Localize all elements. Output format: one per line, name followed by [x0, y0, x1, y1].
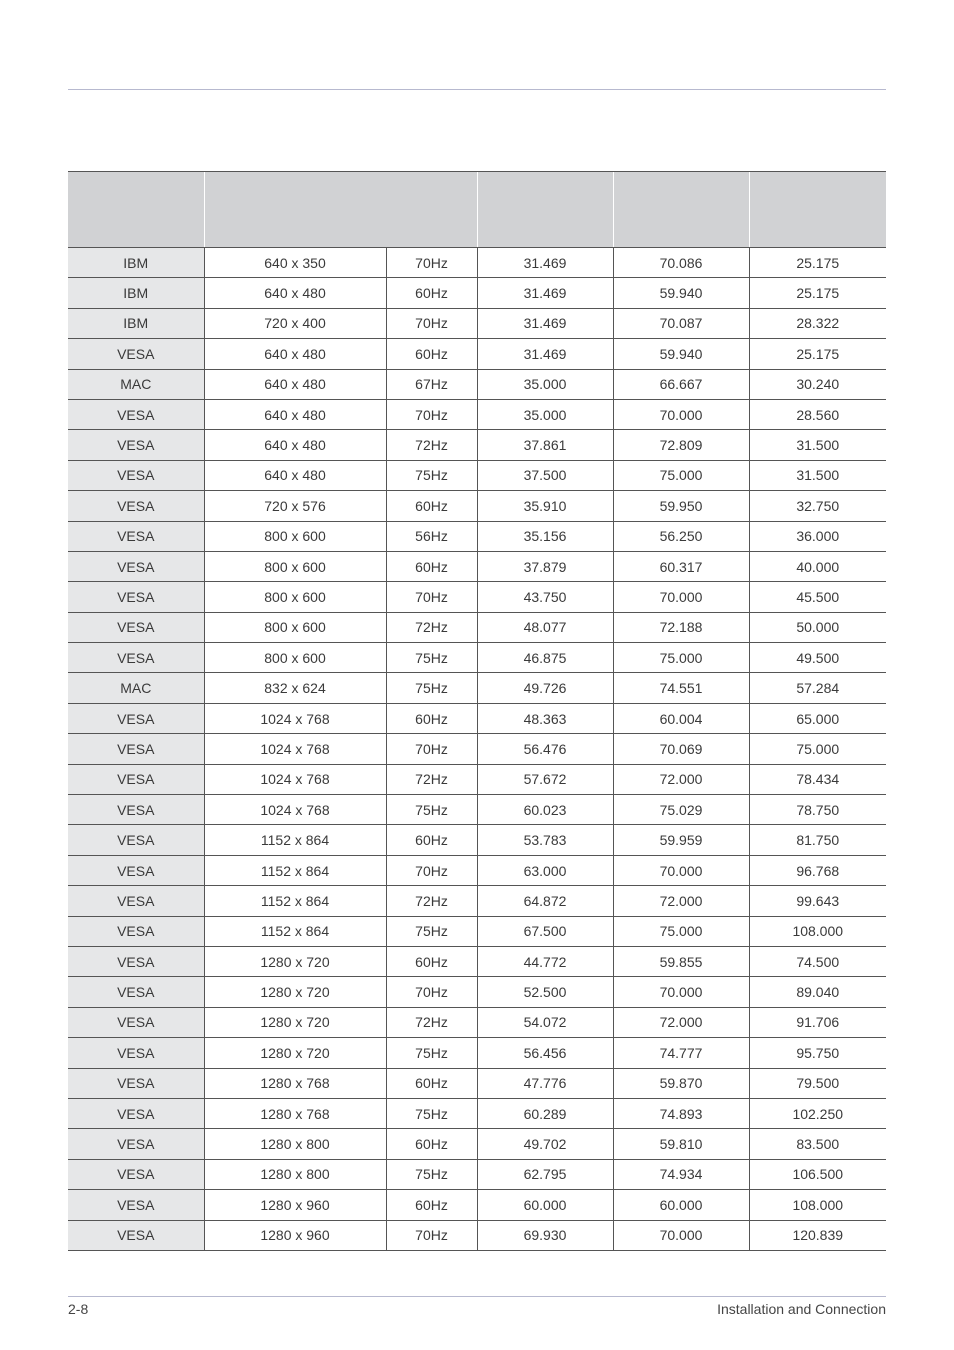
cell-refresh: 72Hz: [386, 764, 477, 794]
cell-resolution: 640 x 480: [204, 278, 386, 308]
cell-vertical-hz: 75.000: [613, 916, 749, 946]
cell-vertical-hz: 59.855: [613, 946, 749, 976]
cell-standard: VESA: [68, 582, 204, 612]
cell-vertical-hz: 74.777: [613, 1038, 749, 1068]
cell-horizontal-khz: 60.023: [477, 795, 613, 825]
cell-pixel-clock-mhz: 65.000: [749, 703, 886, 733]
cell-resolution: 1280 x 720: [204, 1007, 386, 1037]
cell-refresh: 75Hz: [386, 460, 477, 490]
cell-pixel-clock-mhz: 28.560: [749, 399, 886, 429]
cell-refresh: 75Hz: [386, 795, 477, 825]
cell-pixel-clock-mhz: 91.706: [749, 1007, 886, 1037]
cell-horizontal-khz: 31.469: [477, 248, 613, 278]
table-row: [68, 399, 886, 429]
cell-vertical-hz: 74.893: [613, 1098, 749, 1128]
cell-resolution: 720 x 576: [204, 491, 386, 521]
cell-pixel-clock-mhz: 57.284: [749, 673, 886, 703]
cell-standard: VESA: [68, 946, 204, 976]
cell-pixel-clock-mhz: 50.000: [749, 612, 886, 642]
cell-refresh: 70Hz: [386, 582, 477, 612]
cell-vertical-hz: 60.004: [613, 703, 749, 733]
cell-refresh: 75Hz: [386, 1038, 477, 1068]
cell-resolution: 1280 x 720: [204, 977, 386, 1007]
cell-standard: VESA: [68, 855, 204, 885]
cell-standard: VESA: [68, 886, 204, 916]
table-row: [68, 430, 886, 460]
table-row: [68, 886, 886, 916]
section-title: Installation and Connection: [717, 1301, 886, 1317]
cell-pixel-clock-mhz: 79.500: [749, 1068, 886, 1098]
cell-pixel-clock-mhz: 74.500: [749, 946, 886, 976]
table-row: [68, 946, 886, 976]
cell-standard: VESA: [68, 825, 204, 855]
table-row: [68, 1038, 886, 1068]
cell-horizontal-khz: 49.702: [477, 1129, 613, 1159]
cell-refresh: 75Hz: [386, 1159, 477, 1189]
cell-horizontal-khz: 48.363: [477, 703, 613, 733]
cell-refresh: 70Hz: [386, 977, 477, 1007]
cell-refresh: 70Hz: [386, 399, 477, 429]
cell-vertical-hz: 70.000: [613, 582, 749, 612]
cell-refresh: 60Hz: [386, 946, 477, 976]
cell-resolution: 1152 x 864: [204, 825, 386, 855]
cell-refresh: 60Hz: [386, 339, 477, 369]
cell-vertical-hz: 72.188: [613, 612, 749, 642]
cell-resolution: 1280 x 720: [204, 946, 386, 976]
cell-horizontal-khz: 35.910: [477, 491, 613, 521]
table-row: [68, 521, 886, 551]
cell-pixel-clock-mhz: 31.500: [749, 430, 886, 460]
cell-refresh: 60Hz: [386, 551, 477, 581]
table-row: [68, 764, 886, 794]
cell-vertical-hz: 72.000: [613, 1007, 749, 1037]
cell-horizontal-khz: 31.469: [477, 308, 613, 338]
cell-resolution: 1152 x 864: [204, 886, 386, 916]
header-cell-horizontal-frequency: [477, 172, 613, 248]
cell-resolution: 1152 x 864: [204, 855, 386, 885]
cell-resolution: 1280 x 960: [204, 1190, 386, 1220]
cell-pixel-clock-mhz: 25.175: [749, 339, 886, 369]
cell-horizontal-khz: 57.672: [477, 764, 613, 794]
cell-refresh: 72Hz: [386, 612, 477, 642]
cell-standard: VESA: [68, 1220, 204, 1250]
cell-pixel-clock-mhz: 36.000: [749, 521, 886, 551]
cell-refresh: 70Hz: [386, 248, 477, 278]
cell-standard: VESA: [68, 916, 204, 946]
header-cell-pixel-clock: [749, 172, 886, 248]
cell-resolution: 800 x 600: [204, 612, 386, 642]
table-body: [68, 248, 886, 1251]
table-row: [68, 1129, 886, 1159]
cell-horizontal-khz: 37.500: [477, 460, 613, 490]
table-row: [68, 825, 886, 855]
cell-vertical-hz: 59.940: [613, 278, 749, 308]
cell-resolution: 1280 x 800: [204, 1159, 386, 1189]
cell-resolution: 1024 x 768: [204, 703, 386, 733]
cell-vertical-hz: 75.000: [613, 460, 749, 490]
cell-refresh: 75Hz: [386, 916, 477, 946]
cell-pixel-clock-mhz: 30.240: [749, 369, 886, 399]
cell-resolution: 800 x 600: [204, 643, 386, 673]
table-row: [68, 278, 886, 308]
table-row: [68, 491, 886, 521]
cell-resolution: 800 x 600: [204, 551, 386, 581]
cell-vertical-hz: 60.317: [613, 551, 749, 581]
header-rule: [68, 89, 886, 90]
cell-vertical-hz: 72.000: [613, 764, 749, 794]
cell-vertical-hz: 59.940: [613, 339, 749, 369]
cell-horizontal-khz: 43.750: [477, 582, 613, 612]
cell-standard: IBM: [68, 248, 204, 278]
cell-standard: VESA: [68, 1190, 204, 1220]
cell-horizontal-khz: 31.469: [477, 278, 613, 308]
table-row: [68, 855, 886, 885]
cell-pixel-clock-mhz: 95.750: [749, 1038, 886, 1068]
cell-horizontal-khz: 37.861: [477, 430, 613, 460]
table-row: [68, 1190, 886, 1220]
cell-vertical-hz: 70.000: [613, 399, 749, 429]
cell-standard: VESA: [68, 1068, 204, 1098]
cell-standard: VESA: [68, 491, 204, 521]
cell-horizontal-khz: 64.872: [477, 886, 613, 916]
cell-vertical-hz: 66.667: [613, 369, 749, 399]
cell-horizontal-khz: 44.772: [477, 946, 613, 976]
cell-refresh: 60Hz: [386, 278, 477, 308]
cell-vertical-hz: 59.810: [613, 1129, 749, 1159]
cell-refresh: 70Hz: [386, 308, 477, 338]
cell-horizontal-khz: 52.500: [477, 977, 613, 1007]
cell-horizontal-khz: 49.726: [477, 673, 613, 703]
cell-pixel-clock-mhz: 75.000: [749, 734, 886, 764]
cell-pixel-clock-mhz: 120.839: [749, 1220, 886, 1250]
table-row: [68, 308, 886, 338]
table-row: [68, 977, 886, 1007]
cell-standard: VESA: [68, 1038, 204, 1068]
table-row: [68, 1007, 886, 1037]
cell-standard: VESA: [68, 764, 204, 794]
table-row: [68, 460, 886, 490]
cell-standard: VESA: [68, 1007, 204, 1037]
cell-horizontal-khz: 35.156: [477, 521, 613, 551]
cell-vertical-hz: 59.870: [613, 1068, 749, 1098]
cell-standard: MAC: [68, 673, 204, 703]
cell-standard: VESA: [68, 521, 204, 551]
cell-vertical-hz: 74.551: [613, 673, 749, 703]
cell-pixel-clock-mhz: 25.175: [749, 248, 886, 278]
cell-pixel-clock-mhz: 40.000: [749, 551, 886, 581]
cell-horizontal-khz: 67.500: [477, 916, 613, 946]
table-header-row: [68, 172, 886, 248]
cell-standard: VESA: [68, 1129, 204, 1159]
cell-standard: VESA: [68, 795, 204, 825]
cell-pixel-clock-mhz: 45.500: [749, 582, 886, 612]
cell-vertical-hz: 70.000: [613, 977, 749, 1007]
cell-refresh: 70Hz: [386, 734, 477, 764]
table-row: [68, 551, 886, 581]
cell-pixel-clock-mhz: 31.500: [749, 460, 886, 490]
table-row: [68, 703, 886, 733]
cell-refresh: 56Hz: [386, 521, 477, 551]
cell-resolution: 1024 x 768: [204, 764, 386, 794]
cell-resolution: 1024 x 768: [204, 734, 386, 764]
cell-standard: IBM: [68, 278, 204, 308]
cell-refresh: 75Hz: [386, 673, 477, 703]
cell-resolution: 640 x 480: [204, 339, 386, 369]
cell-refresh: 60Hz: [386, 491, 477, 521]
header-cell-resolution: [204, 172, 477, 248]
cell-horizontal-khz: 60.289: [477, 1098, 613, 1128]
table-row: [68, 916, 886, 946]
cell-refresh: 60Hz: [386, 703, 477, 733]
cell-refresh: 72Hz: [386, 1007, 477, 1037]
cell-standard: VESA: [68, 339, 204, 369]
cell-pixel-clock-mhz: 96.768: [749, 855, 886, 885]
page-number: 2-8: [68, 1301, 89, 1317]
cell-pixel-clock-mhz: 25.175: [749, 278, 886, 308]
cell-resolution: 1280 x 768: [204, 1068, 386, 1098]
cell-refresh: 60Hz: [386, 825, 477, 855]
cell-standard: IBM: [68, 308, 204, 338]
cell-standard: VESA: [68, 551, 204, 581]
cell-resolution: 640 x 480: [204, 369, 386, 399]
cell-vertical-hz: 70.000: [613, 855, 749, 885]
cell-pixel-clock-mhz: 89.040: [749, 977, 886, 1007]
cell-standard: VESA: [68, 430, 204, 460]
cell-horizontal-khz: 56.476: [477, 734, 613, 764]
cell-horizontal-khz: 46.875: [477, 643, 613, 673]
cell-horizontal-khz: 54.072: [477, 1007, 613, 1037]
cell-horizontal-khz: 60.000: [477, 1190, 613, 1220]
cell-refresh: 70Hz: [386, 855, 477, 885]
cell-vertical-hz: 70.086: [613, 248, 749, 278]
cell-standard: VESA: [68, 643, 204, 673]
table-row: [68, 612, 886, 642]
cell-refresh: 60Hz: [386, 1129, 477, 1159]
cell-refresh: 60Hz: [386, 1068, 477, 1098]
cell-standard: VESA: [68, 977, 204, 1007]
footer-rule: [68, 1296, 886, 1297]
cell-horizontal-khz: 62.795: [477, 1159, 613, 1189]
cell-horizontal-khz: 35.000: [477, 369, 613, 399]
cell-standard: VESA: [68, 703, 204, 733]
table-row: [68, 734, 886, 764]
cell-horizontal-khz: 37.879: [477, 551, 613, 581]
cell-horizontal-khz: 53.783: [477, 825, 613, 855]
cell-standard: MAC: [68, 369, 204, 399]
cell-vertical-hz: 70.087: [613, 308, 749, 338]
cell-vertical-hz: 72.809: [613, 430, 749, 460]
cell-vertical-hz: 72.000: [613, 886, 749, 916]
cell-vertical-hz: 70.069: [613, 734, 749, 764]
cell-pixel-clock-mhz: 108.000: [749, 1190, 886, 1220]
cell-horizontal-khz: 63.000: [477, 855, 613, 885]
cell-standard: VESA: [68, 460, 204, 490]
cell-refresh: 70Hz: [386, 1220, 477, 1250]
cell-refresh: 72Hz: [386, 886, 477, 916]
cell-resolution: 640 x 480: [204, 460, 386, 490]
cell-pixel-clock-mhz: 108.000: [749, 916, 886, 946]
table-row: [68, 339, 886, 369]
cell-resolution: 640 x 480: [204, 430, 386, 460]
cell-resolution: 1024 x 768: [204, 795, 386, 825]
cell-resolution: 1280 x 768: [204, 1098, 386, 1128]
cell-horizontal-khz: 31.469: [477, 339, 613, 369]
cell-resolution: 832 x 624: [204, 673, 386, 703]
cell-standard: VESA: [68, 1159, 204, 1189]
cell-vertical-hz: 60.000: [613, 1190, 749, 1220]
cell-standard: VESA: [68, 734, 204, 764]
cell-refresh: 75Hz: [386, 643, 477, 673]
cell-resolution: 1152 x 864: [204, 916, 386, 946]
cell-standard: VESA: [68, 612, 204, 642]
cell-vertical-hz: 59.959: [613, 825, 749, 855]
cell-refresh: 75Hz: [386, 1098, 477, 1128]
cell-resolution: 1280 x 720: [204, 1038, 386, 1068]
cell-vertical-hz: 59.950: [613, 491, 749, 521]
table-row: [68, 582, 886, 612]
display-timing-table: [68, 171, 886, 1251]
cell-horizontal-khz: 35.000: [477, 399, 613, 429]
cell-pixel-clock-mhz: 83.500: [749, 1129, 886, 1159]
cell-pixel-clock-mhz: 28.322: [749, 308, 886, 338]
cell-resolution: 1280 x 960: [204, 1220, 386, 1250]
cell-resolution: 800 x 600: [204, 521, 386, 551]
header-cell-display-mode: [68, 172, 204, 248]
cell-pixel-clock-mhz: 99.643: [749, 886, 886, 916]
cell-resolution: 800 x 600: [204, 582, 386, 612]
cell-resolution: 1280 x 800: [204, 1129, 386, 1159]
cell-pixel-clock-mhz: 32.750: [749, 491, 886, 521]
cell-standard: VESA: [68, 399, 204, 429]
cell-pixel-clock-mhz: 102.250: [749, 1098, 886, 1128]
cell-vertical-hz: 75.029: [613, 795, 749, 825]
cell-resolution: 640 x 480: [204, 399, 386, 429]
cell-resolution: 720 x 400: [204, 308, 386, 338]
cell-pixel-clock-mhz: 78.750: [749, 795, 886, 825]
cell-pixel-clock-mhz: 106.500: [749, 1159, 886, 1189]
cell-pixel-clock-mhz: 49.500: [749, 643, 886, 673]
cell-refresh: 72Hz: [386, 430, 477, 460]
table-row: [68, 248, 886, 278]
cell-vertical-hz: 75.000: [613, 643, 749, 673]
table-row: [68, 369, 886, 399]
cell-standard: VESA: [68, 1098, 204, 1128]
cell-vertical-hz: 56.250: [613, 521, 749, 551]
table-row: [68, 1068, 886, 1098]
table-row: [68, 1220, 886, 1250]
cell-horizontal-khz: 69.930: [477, 1220, 613, 1250]
cell-horizontal-khz: 47.776: [477, 1068, 613, 1098]
header-cell-vertical-frequency: [613, 172, 749, 248]
cell-vertical-hz: 70.000: [613, 1220, 749, 1250]
table-row: [68, 1098, 886, 1128]
cell-resolution: 640 x 350: [204, 248, 386, 278]
cell-pixel-clock-mhz: 78.434: [749, 764, 886, 794]
cell-pixel-clock-mhz: 81.750: [749, 825, 886, 855]
cell-horizontal-khz: 48.077: [477, 612, 613, 642]
cell-refresh: 67Hz: [386, 369, 477, 399]
cell-refresh: 60Hz: [386, 1190, 477, 1220]
cell-vertical-hz: 74.934: [613, 1159, 749, 1189]
table-row: [68, 643, 886, 673]
table-row: [68, 673, 886, 703]
table-row: [68, 795, 886, 825]
cell-horizontal-khz: 56.456: [477, 1038, 613, 1068]
table-row: [68, 1159, 886, 1189]
